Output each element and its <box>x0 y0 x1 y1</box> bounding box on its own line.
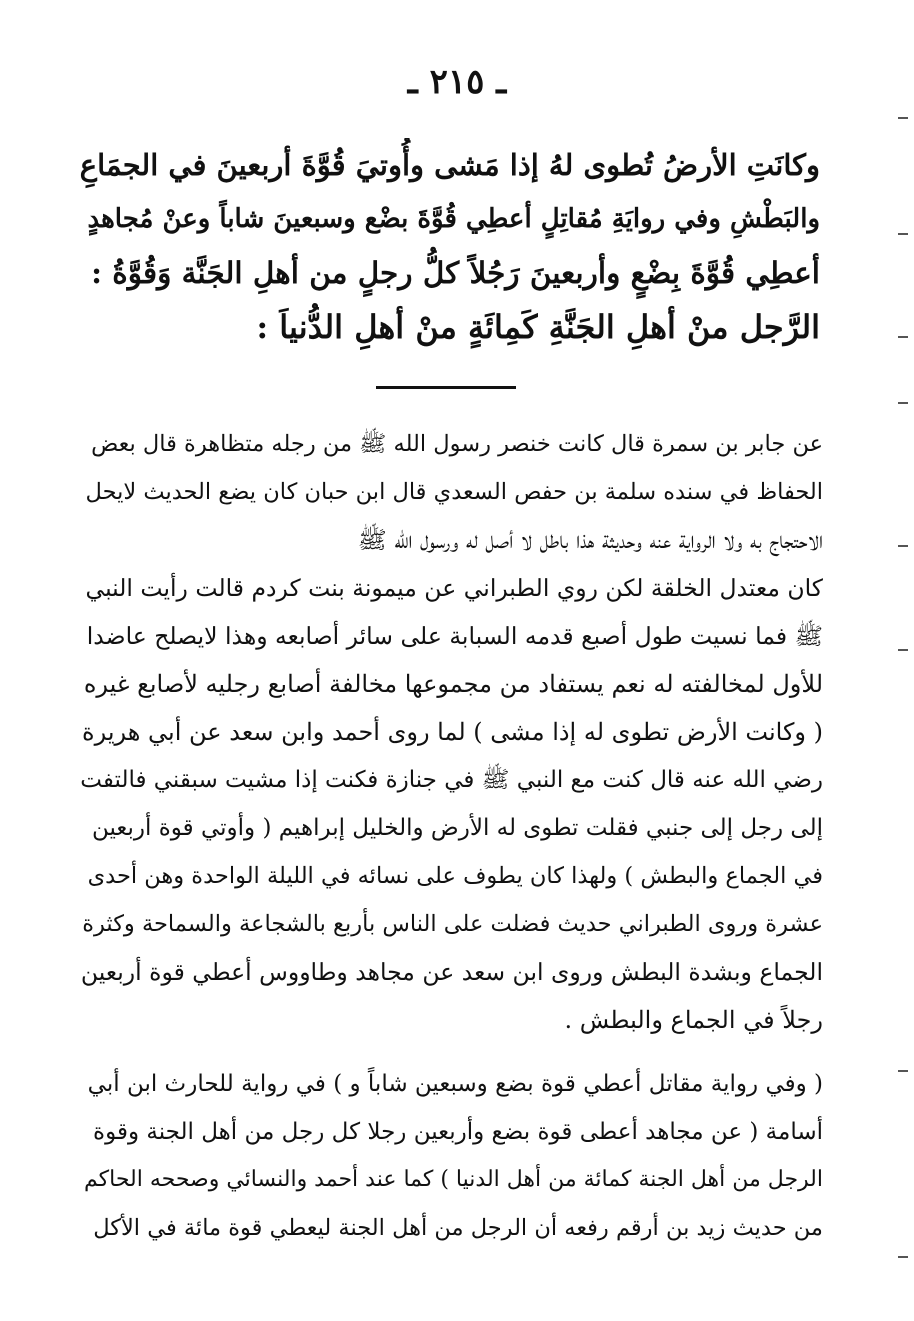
section-divider <box>376 386 516 389</box>
commentary-line: ﷺ فما نسيت طول أصبع قدمه السبابة على سائر أصابعه وهذا لايصلح عاضدا <box>86 622 823 650</box>
commentary-block <box>78 420 823 1252</box>
paragraph-gap <box>78 1044 823 1060</box>
commentary-line: الاحتجاج به ولا الرواية عنه وحديثة هذا باطل لا أصل له ورسول الله ﷺ <box>357 526 823 554</box>
commentary-line: الجماع وبشدة البطش وروى ابن سعد عن مجاهد وطاووس أعطي قوة أربعين <box>80 958 823 986</box>
margin-tick <box>898 1256 908 1258</box>
commentary-line: رجلاً في الجماع والبطش . <box>564 1006 823 1034</box>
poem-block <box>80 138 820 354</box>
margin-tick <box>898 117 908 119</box>
commentary-line: ( وكانت الأرض تطوى له إذا مشى ) لما روى أحمد وابن سعد عن أبي هريرة <box>82 718 823 746</box>
commentary-line: أسامة ( عن مجاهد أعطى قوة بضع وأربعين رجلا كل رجل من أهل الجنة وقوة <box>93 1119 823 1145</box>
poem-line: الرَّجل منْ أهلِ الجَنَّةِ كَمِائَةٍ منْ أهلِ الدُّنياَ : <box>256 308 820 346</box>
page-number: ـ ٢١٥ ـ <box>407 62 507 102</box>
margin-tick <box>898 336 908 338</box>
margin-tick <box>898 1070 908 1072</box>
commentary-line: إلى رجل إلى جنبي فقلت تطوى له الأرض والخليل إبراهيم ( وأوتي قوة أربعين <box>91 815 823 841</box>
commentary-line: ( وفي رواية مقاتل أعطي قوة بضع وسبعين شاباً و ) في رواية للحارث ابن أبي <box>87 1071 823 1097</box>
commentary-line: الرجل من أهل الجنة كمائة من أهل الدنيا ) كما عند أحمد والنسائي وصححه الحاكم <box>84 1167 823 1192</box>
poem-line: وكانَتِ الأرضُ تُطوى لهُ إذا مَشى وأُوتيَ قُوَّةَ أربعينَ في الجمَاعِ <box>80 148 820 182</box>
commentary-line: عن جابر بن سمرة قال كانت خنصر رسول الله ﷺ من رجله متظاهرة قال بعض <box>91 431 823 457</box>
margin-tick <box>898 233 908 235</box>
commentary-line: رضي الله عنه قال كنت مع النبي ﷺ في جنازة فكنت إذا مشيت سبقني فالتفت <box>80 767 823 793</box>
poem-line: أعطِي قُوَّةَ بِضْعٍ وأربعينَ رَجُلاً كلُّ رجلٍ من أهلِ الجَنَّة وَقُوَّةُ : <box>91 255 820 290</box>
commentary-line: من حديث زيد بن أرقم رفعه أن الرجل من أهل الجنة ليعطي قوة مائة في الأكل <box>93 1215 823 1241</box>
commentary-line: في الجماع والبطش ) ولهذا كان يطوف على نسائه في الليلة الواحدة وهن أحدى <box>87 863 823 889</box>
commentary-line: للأول لمخالفته له نعم يستفاد من مجموعها مخالفة أصابع رجليه لأصابع غيره <box>83 670 823 698</box>
poem-line: والبَطْشِ وفي روايَةِ مُقاتِلٍ أعطِي قُوَّةَ بضْع وسبعينَ شاباً وعنْ مُجاهدٍ <box>87 204 820 234</box>
margin-tick <box>898 402 908 404</box>
commentary-line: عشرة وروى الطبراني حديث فضلت على الناس بأربع بالشجاعة والسماحة وكثرة <box>82 911 823 937</box>
margin-tick <box>898 649 908 651</box>
margin-tick <box>898 545 908 547</box>
commentary-line: كان معتدل الخلقة لكن روي الطبراني عن ميمونة بنت كردم قالت رأيت النبي <box>85 574 823 602</box>
commentary-line: الحفاظ في سنده سلمة بن حفص السعدي قال ابن حبان كان يضع الحديث لايحل <box>85 479 823 505</box>
